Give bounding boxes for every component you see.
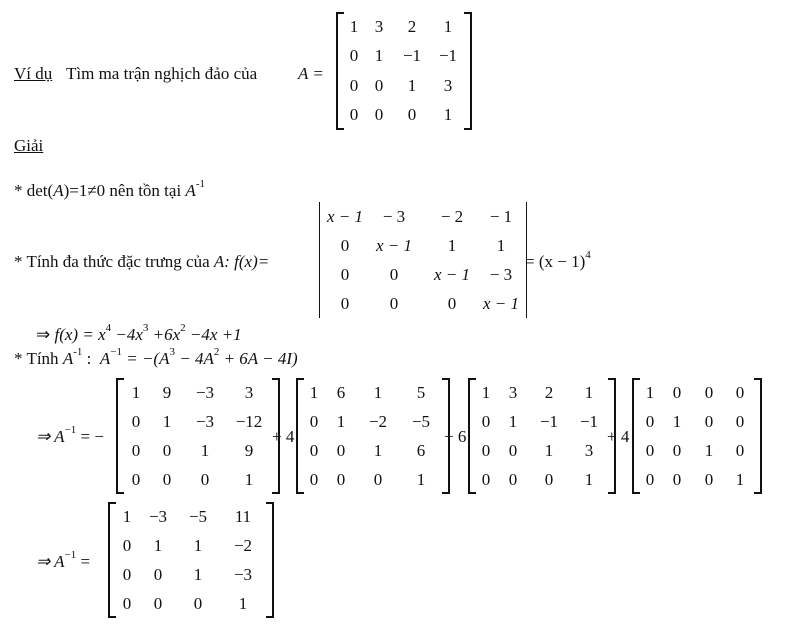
- matrix-a-cell: 1: [407, 75, 417, 95]
- matrix-a-squared-cell: 1: [309, 382, 319, 402]
- matrix-a-repeat-cell: 0: [508, 469, 518, 489]
- matrix-inverse-result-cell: 1: [193, 564, 203, 584]
- matrix-identity-cell: 1: [704, 440, 714, 460]
- matrix-identity-cell: 0: [735, 382, 745, 402]
- matrix-a-cell: 2: [407, 16, 417, 36]
- det-star: *: [14, 181, 23, 200]
- inverse-var-sup: -1: [73, 346, 83, 359]
- matrix-a-cubed-cell: 1: [162, 411, 172, 431]
- example-var: A =: [298, 64, 324, 83]
- char-determinant-cell: 1: [447, 235, 457, 255]
- matrix-a-repeat-cell: 0: [481, 469, 491, 489]
- matrix-a-repeat-cell: 0: [481, 440, 491, 460]
- matrix-a-squared-cell: 1: [373, 440, 383, 460]
- matrix-a-squared-cell: −5: [411, 411, 431, 431]
- inverse-sup-3: 3: [169, 346, 175, 359]
- poly-sup-1: 4: [105, 322, 112, 335]
- matrix-inverse-result: [108, 502, 274, 618]
- matrix-identity-cell: 0: [735, 440, 745, 460]
- matrix-a-squared-cell: 6: [416, 440, 426, 460]
- matrix-identity-cell: 0: [704, 382, 714, 402]
- matrix-inverse-result-cell: 1: [153, 535, 163, 555]
- inverse-lhs-sup: −1: [110, 346, 122, 359]
- char-determinant-cell: x − 1: [433, 264, 471, 284]
- matrix-identity-cell: 0: [645, 411, 655, 431]
- matrix-inverse-result-cell: 0: [153, 564, 163, 584]
- coef-plus-4: + 4: [272, 427, 295, 446]
- matrix-a-repeat-cell: 1: [481, 382, 491, 402]
- solution-label: Giải: [14, 136, 44, 155]
- inverse-prefix: * Tính: [14, 349, 59, 368]
- matrix-inverse-result-cell: −5: [188, 506, 208, 526]
- final-lhs: [36, 549, 91, 571]
- inverse-sup-2: 2: [213, 346, 220, 359]
- matrix-a-cell: 1: [349, 16, 359, 36]
- matrix-inverse-result-cell: 11: [234, 506, 252, 526]
- matrix-a-cubed-cell: 1: [200, 440, 210, 460]
- matrix-a-cell: 1: [374, 46, 384, 66]
- matrix-a-repeat-cell: 0: [508, 440, 518, 460]
- example-label: Ví dụ: [14, 64, 53, 83]
- matrix-inverse-result-cell: −2: [233, 535, 253, 555]
- matrix-identity-cell: 0: [645, 469, 655, 489]
- poly-term-3: −4x +1: [185, 325, 242, 344]
- matrix-a-squared-cell: 0: [336, 469, 346, 489]
- char-determinant-cell: x − 1: [375, 235, 413, 255]
- inverse-term-1: − 4A: [174, 349, 214, 368]
- char-result: [525, 249, 591, 271]
- char-poly-line: [14, 253, 269, 270]
- matrix-a-squared-cell: −2: [368, 411, 388, 431]
- final-lhs-sup: −1: [64, 549, 77, 562]
- det-prefix: det(: [26, 181, 54, 200]
- inverse-eq: = −(A: [126, 349, 170, 368]
- matrix-inverse-result-cell: 0: [193, 593, 203, 613]
- char-determinant-cell: 1: [496, 235, 506, 255]
- matrix-a-repeat-cell: 3: [584, 440, 594, 460]
- matrix-a-repeat-cell: 1: [584, 469, 594, 489]
- det-var: A: [53, 181, 64, 200]
- matrix-inverse-result-cell: −3: [233, 564, 253, 584]
- matrix-a: [336, 12, 472, 130]
- expansion-lhs-text: ⇒ A: [36, 427, 65, 446]
- matrix-a-cell: 1: [443, 16, 453, 36]
- matrix-a-cell: 1: [443, 105, 453, 125]
- expansion-lhs: [36, 424, 104, 446]
- char-poly-fx: : f(x)=: [224, 252, 270, 271]
- matrix-a-repeat: [468, 378, 616, 494]
- matrix-a-squared-cell: 0: [309, 440, 319, 460]
- matrix-inverse-result-cell: 1: [193, 535, 203, 555]
- det-inverse-sup: -1: [195, 178, 205, 191]
- matrix-a-cubed-cell: 1: [131, 382, 141, 402]
- matrix-a-cell: 0: [407, 105, 417, 125]
- matrix-a-cubed-cell: 0: [162, 440, 172, 460]
- poly-sup-2: 3: [142, 322, 149, 335]
- matrix-a-cubed-cell: 0: [131, 469, 141, 489]
- matrix-inverse-result-cell: 1: [238, 593, 248, 613]
- poly-term-2: +6x: [148, 325, 181, 344]
- example-text: Tìm ma trận nghịch đảo của: [66, 64, 258, 83]
- det-mid: )=1≠0 nên tồn tại: [63, 181, 182, 200]
- matrix-a-cubed-cell: −3: [195, 411, 215, 431]
- matrix-a-repeat-cell: 1: [544, 440, 554, 460]
- inverse-formula-line: [14, 346, 298, 368]
- matrix-a-cubed-cell: 9: [244, 440, 254, 460]
- matrix-a-repeat-cell: 2: [544, 382, 554, 402]
- char-determinant-cell: 0: [340, 293, 350, 313]
- poly-arrow: ⇒: [36, 325, 51, 344]
- coef-plus-4-identity: + 4: [607, 427, 630, 446]
- matrix-identity-cell: 1: [672, 411, 682, 431]
- char-determinant-cell: − 3: [489, 264, 513, 284]
- inverse-colon: :: [86, 349, 92, 368]
- matrix-a-cell: 3: [443, 75, 453, 95]
- matrix-a-cubed-cell: 3: [244, 382, 254, 402]
- matrix-a-cell: −1: [438, 46, 458, 66]
- poly-line: [36, 322, 242, 344]
- char-poly-var: A: [213, 252, 225, 271]
- char-determinant-cell: x − 1: [482, 293, 520, 313]
- matrix-a-repeat-cell: 0: [481, 411, 491, 431]
- matrix-a-squared-cell: 5: [416, 382, 426, 402]
- det-inverse-var: A: [185, 181, 196, 200]
- matrix-identity: [632, 378, 762, 494]
- char-determinant-cell: − 1: [489, 206, 513, 226]
- inverse-var: A: [62, 349, 74, 368]
- matrix-identity-cell: 0: [672, 382, 682, 402]
- char-determinant-cell: − 3: [382, 206, 406, 226]
- poly-fx: f(x) = x: [54, 325, 106, 344]
- matrix-inverse-result-cell: 0: [153, 593, 163, 613]
- char-determinant: [319, 202, 527, 318]
- expansion-lhs-sup: −1: [64, 424, 77, 437]
- char-determinant-cell: 0: [340, 235, 350, 255]
- matrix-inverse-result-cell: 1: [122, 506, 132, 526]
- matrix-a-cell: 0: [374, 105, 384, 125]
- final-eq: =: [80, 552, 91, 571]
- matrix-a-squared: [296, 378, 450, 494]
- matrix-a-cell: 0: [349, 46, 359, 66]
- char-determinant-cell: 0: [389, 264, 399, 284]
- matrix-a-squared-cell: 0: [309, 411, 319, 431]
- char-result-sup: 4: [585, 249, 591, 262]
- matrix-a-squared-cell: 1: [416, 469, 426, 489]
- matrix-inverse-result-cell: 0: [122, 593, 132, 613]
- matrix-inverse-result-cell: 0: [122, 535, 132, 555]
- matrix-a-cell: 0: [374, 75, 384, 95]
- matrix-a-cubed-cell: 0: [200, 469, 210, 489]
- matrix-a-cell: 0: [349, 105, 359, 125]
- matrix-a-cubed-cell: 0: [131, 440, 141, 460]
- inverse-term-2: + 6A − 4I): [219, 349, 298, 368]
- matrix-a-squared-cell: 1: [373, 382, 383, 402]
- char-determinant-cell: 0: [389, 293, 399, 313]
- matrix-a-cell: 3: [374, 16, 384, 36]
- matrix-a-repeat-cell: 1: [584, 382, 594, 402]
- matrix-a-cubed-cell: 1: [244, 469, 254, 489]
- expansion-eq: = −: [80, 427, 104, 446]
- matrix-identity-cell: 1: [735, 469, 745, 489]
- matrix-a-cubed-cell: 9: [162, 382, 172, 402]
- matrix-identity-cell: 0: [704, 411, 714, 431]
- matrix-a-cubed-cell: −12: [235, 411, 263, 431]
- matrix-a-cell: 0: [349, 75, 359, 95]
- char-result-text: = (x − 1): [525, 252, 586, 271]
- matrix-a-cubed-cell: 0: [131, 411, 141, 431]
- matrix-a-squared-cell: 0: [309, 469, 319, 489]
- matrix-a-repeat-cell: −1: [539, 411, 559, 431]
- det-line: [14, 178, 205, 200]
- matrix-identity-cell: 0: [735, 411, 745, 431]
- matrix-a-repeat-cell: 0: [544, 469, 554, 489]
- matrix-inverse-result-cell: −3: [148, 506, 168, 526]
- poly-term-1: −4x: [111, 325, 143, 344]
- matrix-a-squared-cell: 1: [336, 411, 346, 431]
- matrix-a-cell: −1: [402, 46, 422, 66]
- final-lhs-text: ⇒ A: [36, 552, 65, 571]
- matrix-a-cubed-cell: −3: [195, 382, 215, 402]
- matrix-a-repeat-cell: 3: [508, 382, 518, 402]
- matrix-a-repeat-cell: −1: [579, 411, 599, 431]
- matrix-a-squared-cell: 0: [336, 440, 346, 460]
- inverse-lhs: A: [99, 349, 111, 368]
- coef-minus-6: − 6: [444, 427, 467, 446]
- char-poly-prefix: * Tính đa thức đặc trưng của: [14, 252, 210, 271]
- matrix-identity-cell: 0: [672, 469, 682, 489]
- matrix-inverse-result-cell: 0: [122, 564, 132, 584]
- matrix-identity-cell: 0: [704, 469, 714, 489]
- matrix-a-cubed: [116, 378, 280, 494]
- matrix-a-repeat-cell: 1: [508, 411, 518, 431]
- poly-sup-3: 2: [180, 322, 186, 335]
- char-determinant-cell: x − 1: [326, 206, 364, 226]
- char-determinant-cell: 0: [340, 264, 350, 284]
- matrix-a-squared-cell: 6: [336, 382, 346, 402]
- matrix-a-cubed-cell: 0: [162, 469, 172, 489]
- char-determinant-cell: 0: [447, 293, 457, 313]
- matrix-a-squared-cell: 0: [373, 469, 383, 489]
- char-determinant-cell: − 2: [440, 206, 464, 226]
- matrix-identity-cell: 1: [645, 382, 655, 402]
- matrix-identity-cell: 0: [645, 440, 655, 460]
- matrix-identity-cell: 0: [672, 440, 682, 460]
